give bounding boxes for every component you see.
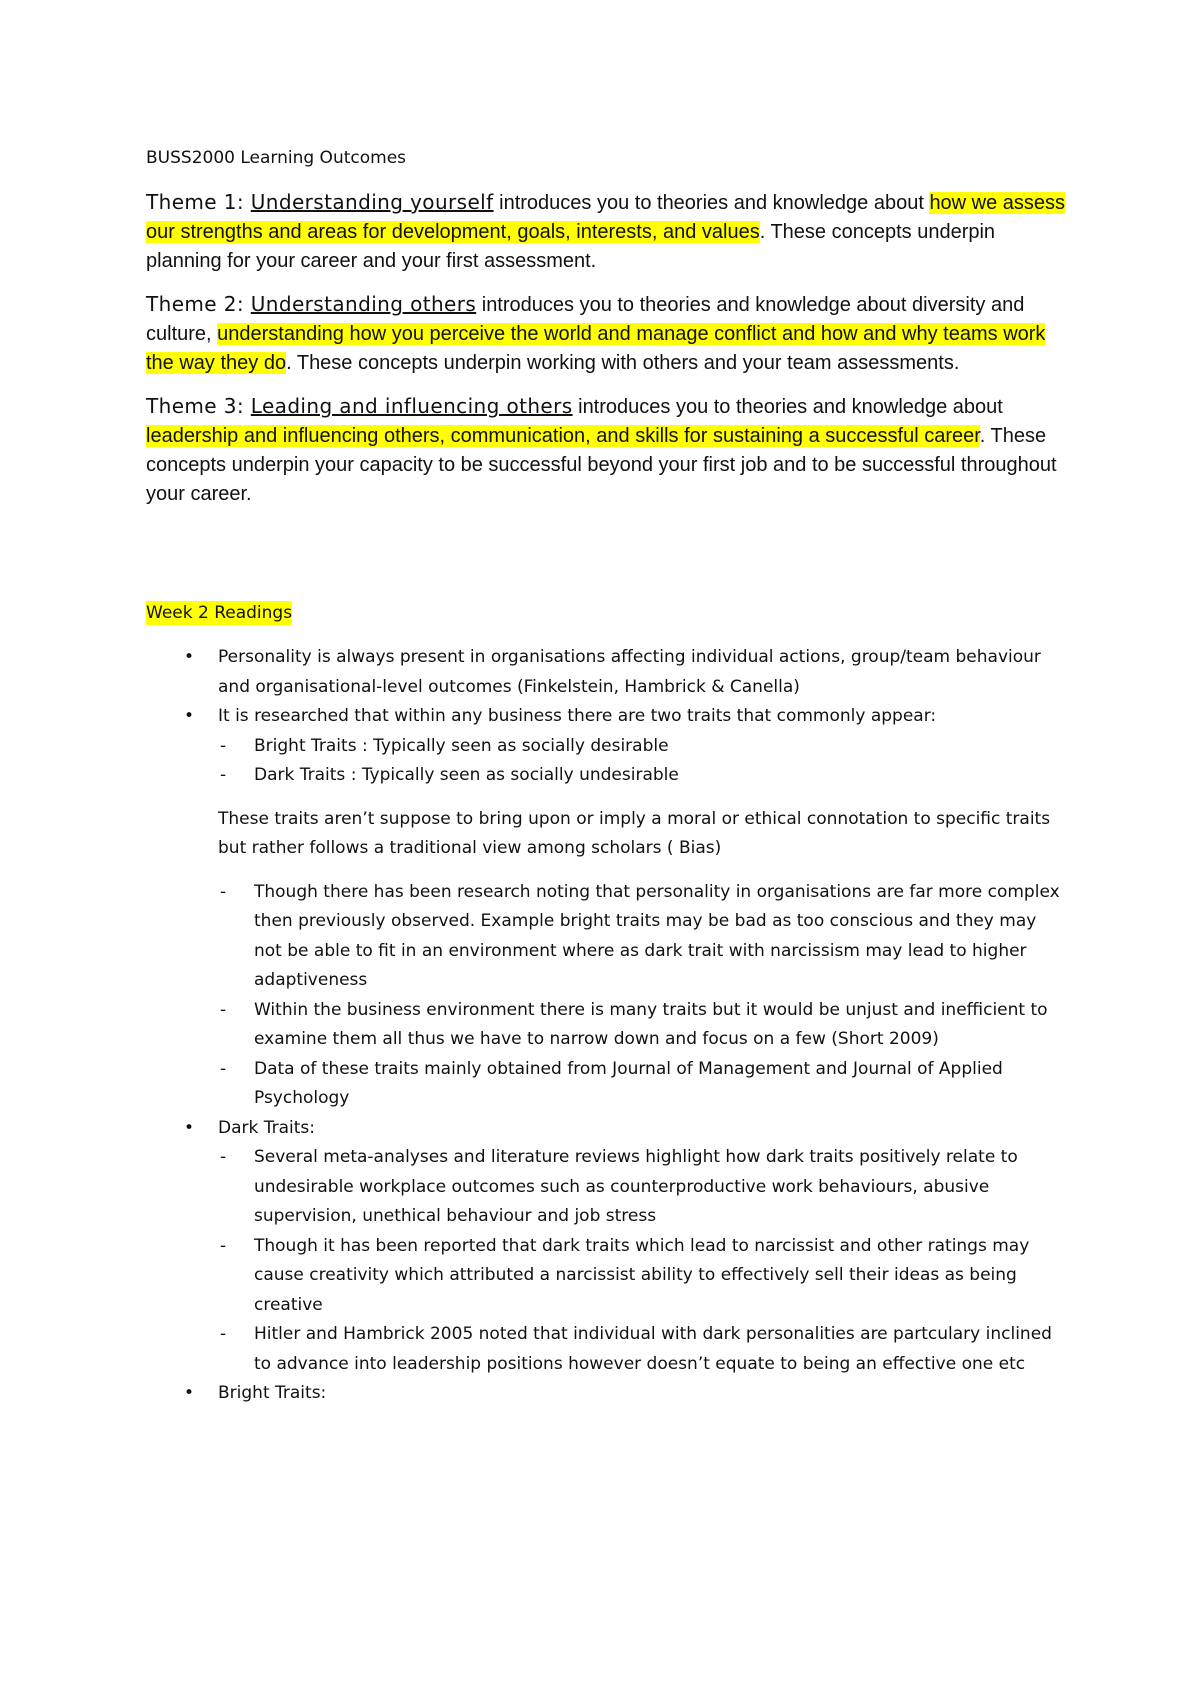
dash-icon: - xyxy=(220,765,227,785)
theme-3-name: Leading and influencing others xyxy=(250,394,573,418)
list-item-text: Personality is always present in organisations affecting individual actions, group/team behaviour and organisational-level outcomes (Finkelstein, Hambrick & Canella) xyxy=(218,647,1041,697)
theme-1-highlight: how we assess our strengths and areas for development, goals, interests, and values xyxy=(146,192,1066,243)
theme-2-highlight: understanding how you perceive the world and manage conflict and how and why teams work the way they do xyxy=(146,323,1046,374)
sub-list-item xyxy=(218,732,1066,762)
list-item xyxy=(146,702,1066,1114)
sub-list-item-text: Dark Traits : Typically seen as socially undesirable xyxy=(254,765,679,785)
sub-list-item xyxy=(218,878,1066,996)
list-item xyxy=(146,1114,1066,1380)
dash-icon: - xyxy=(220,1058,227,1079)
theme-2-text-end: . These concepts underpin working with others and your team assessments. xyxy=(286,352,960,374)
sub-list-item xyxy=(218,1320,1066,1379)
sub-list-item-text: Within the business environment there is many traits but it would be unjust and inefficient to examine them all thus we have to narrow down and focus on a few (Short 2009) xyxy=(254,999,1048,1049)
sub-list-item-text: Though there has been research noting that personality in organisations are far more complex then previously observed. Example bright traits may be bad as too conscious and they may not be able to fit in an environment where as dark trait with narcissism may lead to higher adaptiveness xyxy=(254,881,1060,990)
bullet-icon: • xyxy=(184,1383,195,1403)
theme-2-label: Theme 2: xyxy=(146,292,251,316)
list-item xyxy=(146,643,1066,702)
sub-list-item xyxy=(218,996,1066,1055)
list-item-text: Dark Traits: xyxy=(218,1117,316,1138)
sub-list-item-text: Hitler and Hambrick 2005 noted that individual with dark personalities are partculary inclined to advance into leadership positions however doesn’t equate to being an effective one etc xyxy=(254,1324,1052,1374)
theme-3-label: Theme 3: xyxy=(146,394,251,418)
dash-icon: - xyxy=(220,1235,227,1256)
note-paragraph: These traits aren’t suppose to bring upon or imply a moral or ethical connotation to specific traits but rather follows a traditional view among scholars ( Bias) xyxy=(218,808,1051,858)
theme-1-name: Understanding yourself xyxy=(250,190,494,214)
sub-list-item xyxy=(218,1055,1066,1114)
sub-list-item-text: Bright Traits : Typically seen as socially desirable xyxy=(254,735,669,756)
sub-list-item-text: Though it has been reported that dark traits which lead to narcissist and other ratings may cause creativity which attributed a narcissist ability to effectively sell their ideas as being creative xyxy=(254,1235,1030,1315)
theme-1-text-end: . These concepts underpin planning for your career and your first assessment. xyxy=(146,221,996,272)
theme-1-text: introduces you to theories and knowledge about xyxy=(493,192,930,214)
notes-list xyxy=(146,643,1066,1409)
document-title: BUSS2000 Learning Outcomes xyxy=(146,148,407,168)
list-item-text: It is researched that within any business there are two traits that commonly appear: xyxy=(218,706,937,726)
sub-list xyxy=(218,878,1066,1114)
dash-icon: - xyxy=(220,881,227,902)
theme-3-text-end: . These concepts underpin your capacity to be successful beyond your first job and to be successful throughout your career. xyxy=(146,425,1057,505)
theme-3-paragraph xyxy=(146,392,1066,509)
sub-list xyxy=(218,1143,1066,1379)
theme-3-highlight: leadership and influencing others, communication, and skills for sustaining a successful career xyxy=(146,425,980,447)
bullet-icon: • xyxy=(184,706,195,726)
sub-list-item xyxy=(218,1232,1066,1321)
theme-2-paragraph xyxy=(146,290,1066,378)
bullet-icon: • xyxy=(184,647,195,667)
theme-2-text: introduces you to theories and knowledge about diversity and culture, xyxy=(146,294,1025,345)
bullet-icon: • xyxy=(184,1117,195,1138)
list-item xyxy=(146,1379,1066,1409)
week-2-heading: Week 2 Readings xyxy=(146,603,293,623)
sub-list xyxy=(218,732,1066,791)
sub-list-item xyxy=(218,761,1066,791)
sub-list-item-text: Data of these traits mainly obtained from Journal of Management and Journal of Applied Psychology xyxy=(254,1058,1003,1108)
dash-icon: - xyxy=(220,1147,227,1167)
document-body xyxy=(146,146,1066,1409)
dash-icon: - xyxy=(220,735,227,756)
dash-icon: - xyxy=(220,1324,227,1344)
theme-1-paragraph xyxy=(146,188,1066,276)
theme-3-text: introduces you to theories and knowledge about xyxy=(572,396,1003,418)
sub-list-item-text: Several meta-analyses and literature reviews highlight how dark traits positively relate to undesirable workplace outcomes such as counterproductive work behaviours, abusive supervision, unethical behaviour and job stress xyxy=(254,1147,1018,1226)
dash-icon: - xyxy=(220,999,227,1020)
theme-2-name: Understanding others xyxy=(250,292,477,316)
sub-list-item xyxy=(218,1143,1066,1232)
theme-1-label: Theme 1: xyxy=(146,190,251,214)
list-item-text: Bright Traits: xyxy=(218,1383,327,1403)
